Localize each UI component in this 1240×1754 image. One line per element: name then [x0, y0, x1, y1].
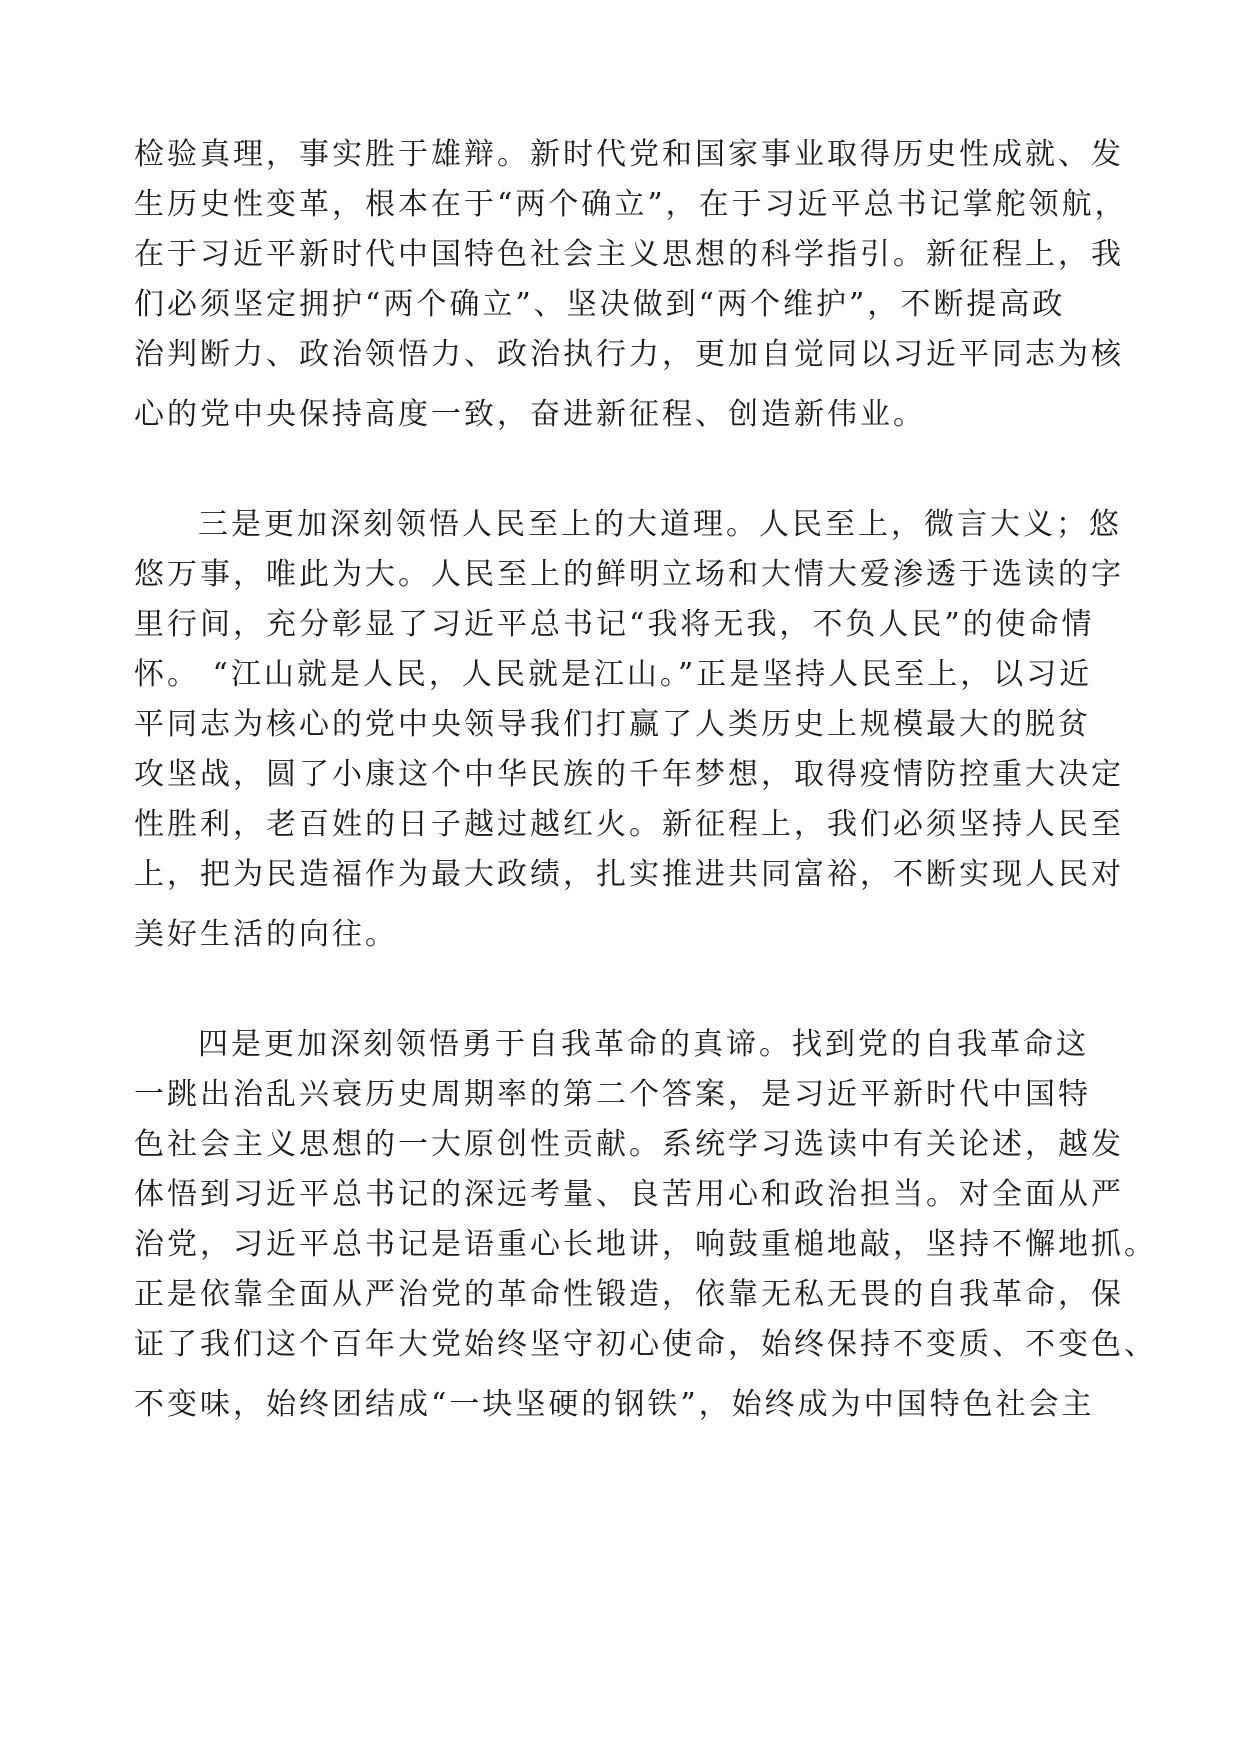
text-line: 在于习近平新时代中国特色社会主义思想的科学指引。新征程上，我 — [134, 237, 1124, 272]
text-line: 一跳出治乱兴衰历史周期率的第二个答案，是习近平新时代中国特 — [134, 1077, 1091, 1112]
text-line: 上，把为民造福作为最大政绩，扎实推进共同富裕，不断实现人民对 — [134, 857, 1124, 892]
text-line: 性胜利，老百姓的日子越过越红火。新征程上，我们必须坚持人民至 — [134, 807, 1124, 842]
text-line: 平同志为核心的党中央领导我们打赢了人类历史上规模最大的脱贫 — [134, 707, 1091, 742]
text-line: 悠万事，唯此为大。人民至上的鲜明立场和大情大爱渗透于选读的字 — [134, 557, 1124, 592]
text-line: 正是依靠全面从严治党的革命性锻造，依靠无私无畏的自我革命，保 — [134, 1277, 1124, 1312]
text-line: 检验真理，事实胜于雄辩。新时代党和国家事业取得历史性成就、发 — [134, 137, 1124, 172]
text-line: 攻坚战，圆了小康这个中华民族的千年梦想，取得疫情防控重大决定 — [134, 757, 1124, 792]
text-line: 们必须坚定拥护“两个确立”、坚决做到“两个维护”，不断提高政 — [134, 287, 1066, 322]
text-line: 怀。 “江山就是人民，人民就是江山。”正是坚持人民至上，以习近 — [134, 657, 1093, 692]
text-line: 里行间，充分彰显了习近平总书记“我将无我，不负人民”的使命情 — [134, 607, 1095, 642]
text-line: 三是更加深刻领悟人民至上的大道理。人民至上，微言大义；悠 — [198, 507, 1122, 542]
text-line: 四是更加深刻领悟勇于自我革命的真谛。找到党的自我革命这 — [198, 1027, 1089, 1062]
paragraph-3 — [134, 1020, 1157, 1430]
text-line: 美好生活的向往。 — [134, 917, 398, 952]
text-line: 证了我们这个百年大党始终坚守初心使命，始终保持不变质、不变色、 — [134, 1327, 1157, 1362]
text-line: 心的党中央保持高度一致，奋进新征程、创造新伟业。 — [134, 397, 926, 432]
paragraph-2 — [134, 500, 1124, 960]
text-line: 生历史性变革，根本在于“两个确立”，在于习近平总书记掌舵领航， — [134, 187, 1128, 222]
text-line: 不变味，始终团结成“一块坚硬的钢铁”，始终成为中国特色社会主 — [134, 1387, 1095, 1422]
text-line: 体悟到习近平总书记的深远考量、良苦用心和政治担当。对全面从严 — [134, 1177, 1124, 1212]
text-line: 治党，习近平总书记是语重心长地讲，响鼓重槌地敲，坚持不懈地抓。 — [134, 1227, 1157, 1262]
text-line: 治判断力、政治领悟力、政治执行力，更加自觉同以习近平同志为核 — [134, 337, 1124, 372]
text-line: 色社会主义思想的一大原创性贡献。系统学习选读中有关论述，越发 — [134, 1127, 1124, 1162]
paragraph-1 — [134, 130, 1128, 440]
